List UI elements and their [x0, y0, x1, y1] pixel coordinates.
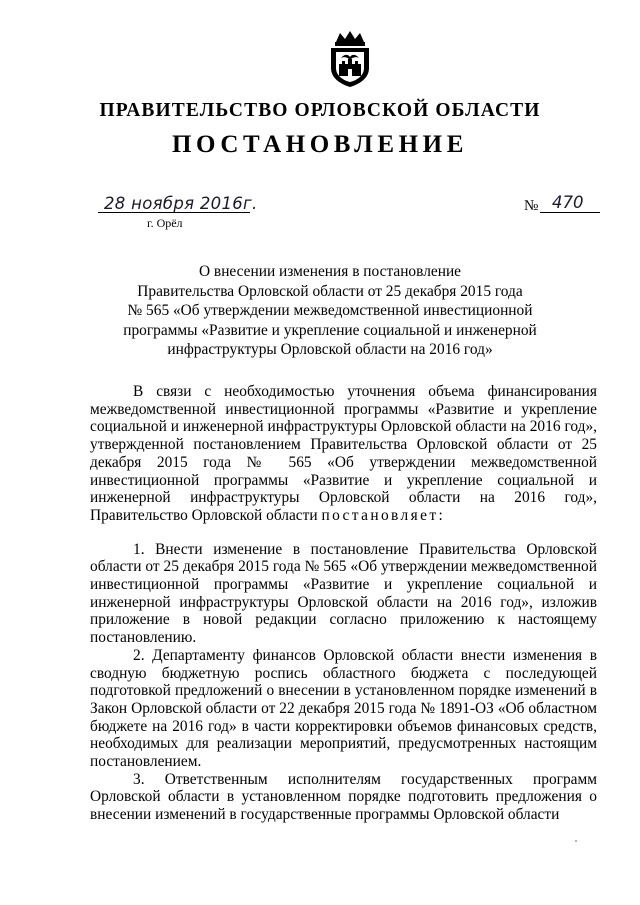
- title-line: инфраструктуры Орловской области на 2016 год»: [167, 341, 493, 358]
- title-line: О внесении изменения в постановление: [198, 263, 462, 280]
- number-underline: [540, 212, 600, 213]
- preamble-text: В связи с необходимостью уточнения объема финансирования межведомственной инвестиционной программы «Развитие и укрепление социальной и инженерной инфраструктуры Орловской области на 2016 год», утвержденной постановлением Правительства Орловской области от 25 декабря 2015 года № 565 «Об утверждении межведомственной инвестиционной программы «Развитие и укрепление социальной и инженерной инфраструктуры Орловской области на 2016 год», Правительство Орловской области: [90, 383, 597, 524]
- list-item: 2. Департаменту финансов Орловской области внести изменения в сводную бюджетную роспись областного бюджета с последующей подготовкой предложений о внесении в установленном порядке изменений в Закон Орловской области от 22 декабря 2015 года № 1891-ОЗ «Об областном бюджете на 2016 год» в части корректировки объемов финансовых средств, необходимых для реализации мероприятий, предусмотренных настоящим постановлением.: [90, 646, 597, 771]
- document-type: ПОСТАНОВЛЕНИЕ: [171, 131, 469, 158]
- preamble-paragraph: [90, 383, 597, 525]
- preamble-verb: постановляет:: [321, 506, 446, 524]
- document-city: г. Орёл: [147, 216, 183, 230]
- list-item: 1. Внести изменение в постановление Правительства Орловской области от 25 декабря 2015 года № 565 «Об утверждении межведомственной инвестиционной программы «Развитие и укрепление социальной и инженерной инфраструктуры Орловской области на 2016 год», изложив приложение в новой редакции согласно приложению к настоящему постановлению.: [90, 540, 597, 647]
- title-line: № 565 «Об утверждении межведомственной инвестиционной: [127, 302, 533, 319]
- number-label: №: [524, 198, 539, 214]
- coat-of-arms-icon: [323, 30, 377, 88]
- document-number: 470: [552, 193, 584, 212]
- organization-name: ПРАВИТЕЛЬСТВО ОРЛОВСКОЙ ОБЛАСТИ: [99, 100, 541, 121]
- document-title: [110, 262, 550, 360]
- document-date: 28 ноября 2016г.: [104, 194, 258, 213]
- list-item: 3. Ответственным исполнителям государственных программ Орловской области в установленном порядке подготовить предложения о внесении изменений в государственные программы Орловской области: [90, 770, 597, 824]
- title-line: Правительства Орловской области от 25 декабря 2015 года: [137, 282, 523, 300]
- document-body: [90, 383, 597, 824]
- title-line: программы «Развитие и укрепление социальной и инженерной: [123, 321, 537, 339]
- scan-speck: [575, 840, 577, 842]
